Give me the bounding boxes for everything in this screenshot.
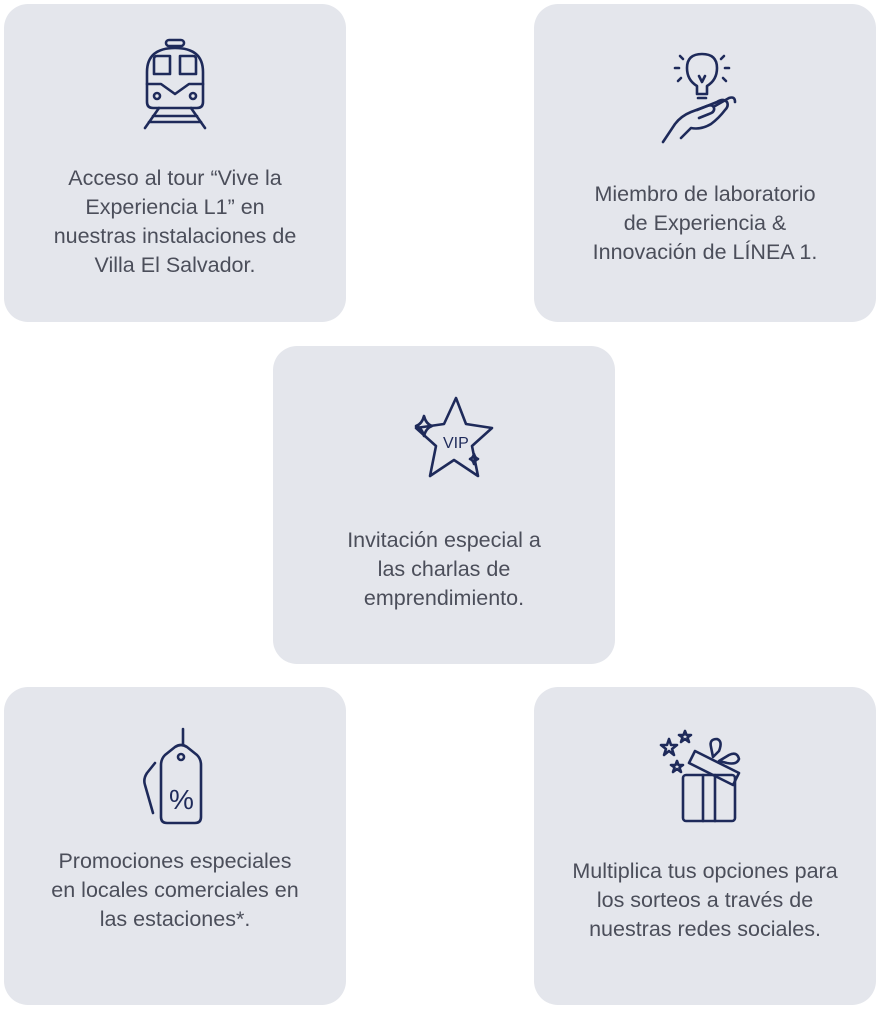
gift-box-icon: [655, 725, 755, 825]
benefit-text-social: Multiplica tus opciones para los sorteos a través de nuestras redes sociales.: [572, 859, 838, 941]
benefit-text-promo: Promociones especiales en locales comerciales en las estaciones*.: [51, 849, 299, 931]
benefit-card-lab: [534, 4, 876, 322]
vip-star-icon: [394, 390, 494, 490]
benefit-text-tour: Acceso al tour “Vive la Experiencia L1” en nuestras instalaciones de Villa El Salvador.: [53, 166, 297, 277]
benefit-card-social: [534, 687, 876, 1005]
benefit-text-vip: Invitación especial a las charlas de emprendimiento.: [347, 528, 541, 610]
train-icon: [125, 32, 225, 132]
discount-tag-icon: [125, 725, 225, 825]
benefit-card-tour: [4, 4, 346, 322]
vip-label: VIP: [443, 435, 469, 452]
benefit-text-lab: Miembro de laboratorio de Experiencia & Innovación de LÍNEA 1.: [592, 182, 818, 264]
percent-label: %: [169, 784, 194, 815]
benefit-card-promo: [4, 687, 346, 1005]
benefit-card-vip: [273, 346, 615, 664]
lightbulb-hand-icon: [655, 46, 755, 146]
